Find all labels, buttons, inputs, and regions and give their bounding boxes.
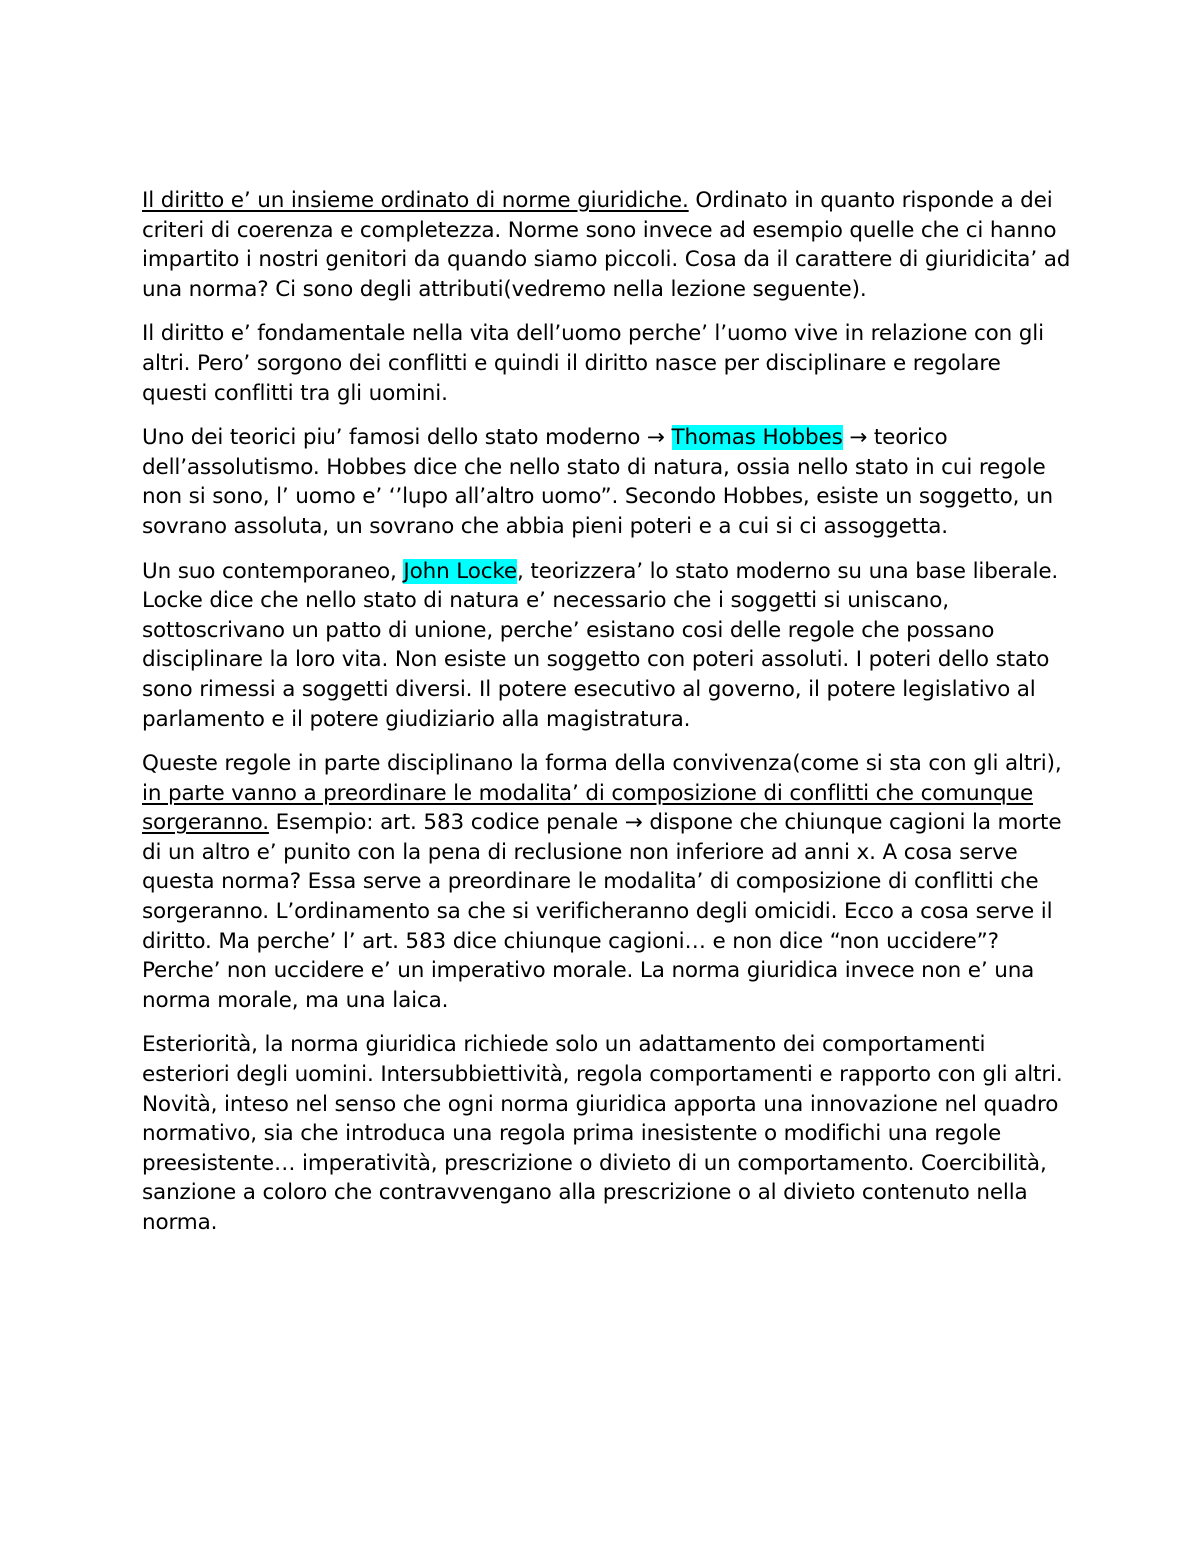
paragraph-attributes [142, 1030, 1072, 1237]
paragraph-hobbes [142, 423, 1072, 541]
paragraph-text: Il diritto e’ fondamentale nella vita dell’uomo perche’ l’uomo vive in relazione con gli altri. Pero’ sorgono dei conflitti e quindi il diritto nasce per disciplinare e regolare questi conflitti tra gli uomini. [142, 321, 1044, 406]
paragraph-text: Un suo contemporaneo, [142, 558, 404, 584]
paragraph-conflicts [142, 319, 1072, 408]
paragraph-text: → teorico dell’assolutismo. Hobbes dice che nello stato di natura, ossia nello stato in cui regole non si sono, l’ uomo e’ ‘’lupo all’altro uomo”. Secondo Hobbes, esiste un soggetto, un sovrano assoluta, un sovrano che abbia pieni poteri e a cui si ci assoggetta. [142, 425, 1053, 539]
paragraph-text: Queste regole in parte disciplinano la forma della convivenza(come si sta con gli altri), [142, 751, 1062, 777]
document-page [142, 186, 1072, 1253]
paragraph-definition [142, 186, 1072, 304]
paragraph-text: Esempio: art. 583 codice penale → dispone che chiunque cagioni la morte di un altro e’ punito con la pena di reclusione non inferiore ad anni x. A cosa serve questa norma? Essa serve a preordinare le modalita’ di composizione di conflitti che sorgeranno. L’ordinamento sa che si verificheranno degli omicidi. Ecco a cosa serve il diritto. Ma perche’ l’ art. 583 dice chiunque cagioni… e non dice “non uccidere”? Perche’ non uccidere e’ un imperativo morale. La norma giuridica invece non e’ una norma morale, ma una laica. [142, 810, 1062, 1013]
highlight-thomas-hobbes: Thomas Hobbes [671, 425, 843, 451]
underlined-preordinare: in parte vanno a preordinare le modalita’ di composizione di conflitti che comunque sorgeranno. [142, 780, 1034, 836]
paragraph-text: , teorizzera’ lo stato moderno su una base liberale. Locke dice che nello stato di natura e’ necessario che i soggetti si uniscano, sottoscrivano un patto di unione, perche’ esistano cosi delle regole che possano disciplinare la loro vita. Non esiste un soggetto con poteri assoluti. I poteri dello stato sono rimessi a soggetti diversi. Il potere esecutivo al governo, il potere legislativo al parlamento e il potere giudiziario alla magistratura. [142, 558, 1059, 732]
paragraph-text: Uno dei teorici piu’ famosi dello stato moderno → [142, 425, 672, 451]
paragraph-locke [142, 557, 1072, 735]
paragraph-text: Ordinato in quanto risponde a dei criteri di coerenza e completezza. Norme sono invece ad esempio quelle che ci hanno impartito i nostri genitori da quando siamo piccoli. Cosa da il carattere di giuridicita’ ad una norma? Ci sono degli attributi(vedremo nella lezione seguente). [142, 188, 1071, 302]
highlight-john-locke: John Locke [403, 558, 517, 584]
paragraph-text: Esteriorità, la norma giuridica richiede solo un adattamento dei comportamenti esteriori degli uomini. Intersubbiettività, regola comportamenti e rapporto con gli altri. Novità, inteso nel senso che ogni norma giuridica apporta una innovazione nel quadro normativo, sia che introduca una regola prima inesistente o modifichi una regole preesistente… imperatività, prescrizione o divieto di un comportamento. Coercibilità, sanzione a coloro che contravvengano alla prescrizione o al divieto contenuto nella norma. [142, 1032, 1063, 1235]
paragraph-rules [142, 749, 1072, 1015]
underlined-definition: Il diritto e’ un insieme ordinato di norme giuridiche. [142, 188, 689, 213]
